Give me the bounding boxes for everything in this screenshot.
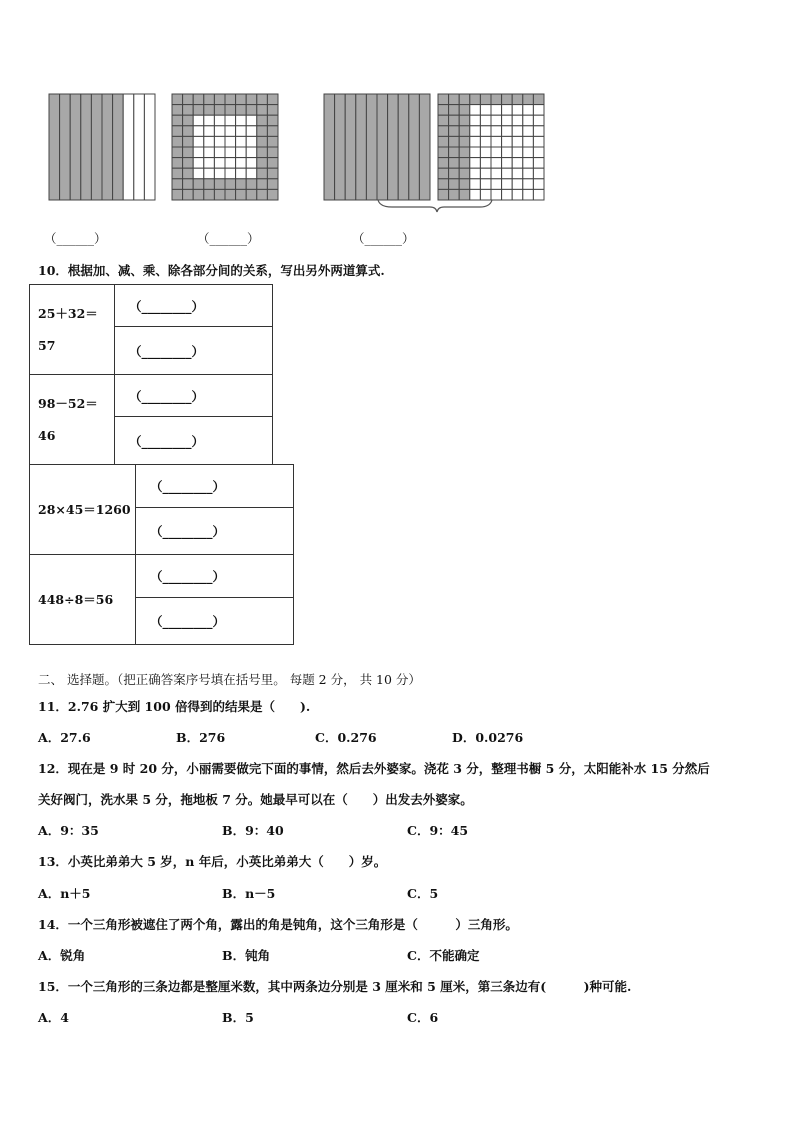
grid-cell [512, 105, 523, 116]
grid-cell [512, 147, 523, 158]
grid-cell [193, 136, 204, 147]
strip-cell [49, 94, 60, 200]
grid-cell [257, 179, 268, 190]
grid-cell [523, 168, 534, 179]
q10-row3-blank2[interactable]: （________） [136, 508, 294, 555]
grid-cell [449, 136, 460, 147]
q12-option-a[interactable]: A．9：35 [38, 823, 99, 838]
q15-option-c[interactable]: C．6 [407, 1010, 439, 1025]
grid-cell [214, 136, 225, 147]
grid-cell [480, 168, 491, 179]
grid-cell [246, 147, 257, 158]
grid-cell [502, 105, 513, 116]
q15-option-a[interactable]: A．4 [38, 1010, 69, 1025]
grid-cell [470, 94, 481, 105]
grid-cell [502, 147, 513, 158]
grid-cell [172, 158, 183, 169]
grid-cell [523, 105, 534, 116]
grid-cell [183, 189, 194, 200]
grid-cell [246, 94, 257, 105]
grid-cell [236, 105, 247, 116]
grid-cell [214, 168, 225, 179]
grid-cell [225, 168, 236, 179]
grid-cell [523, 147, 534, 158]
grid-cell [438, 158, 449, 169]
grid-cell [172, 126, 183, 137]
strip-figure-1 [49, 94, 155, 200]
grid-cell [470, 179, 481, 190]
grid-cell [480, 126, 491, 137]
grid-cell [183, 168, 194, 179]
grid-cell [459, 94, 470, 105]
grid-cell [512, 168, 523, 179]
strip-cell [70, 94, 81, 200]
grid-cell [491, 147, 502, 158]
grid-cell [491, 136, 502, 147]
strip-cell [409, 94, 420, 200]
grid-cell [257, 189, 268, 200]
q12-text-line2: 关好阀门，洗水果 5 分，拖地板 7 分。她最早可以在（ ）出发去外婆家。 [38, 792, 473, 807]
grid-cell [214, 115, 225, 126]
grid-cell [204, 158, 215, 169]
grid-cell [512, 136, 523, 147]
grid-cell [267, 94, 278, 105]
grid-cell [236, 189, 247, 200]
grid-cell [236, 115, 247, 126]
grid-cell [533, 136, 544, 147]
grid-cell [204, 189, 215, 200]
grid-cell [225, 136, 236, 147]
grid-cell [214, 94, 225, 105]
grid-cell [502, 126, 513, 137]
grid-cell [193, 126, 204, 137]
grid-cell [214, 105, 225, 116]
grid-cell [470, 115, 481, 126]
grid-cell [246, 179, 257, 190]
grid-cell [183, 147, 194, 158]
grid-cell [225, 105, 236, 116]
q14-text: 14．一个三角形被遮住了两个角，露出的角是钝角，这个三角形是（ ）三角形。 [38, 917, 518, 932]
q15-option-b[interactable]: B．5 [222, 1010, 254, 1025]
grid-cell [502, 158, 513, 169]
grid-cell [172, 105, 183, 116]
q15-text: 15．一个三角形的三条边都是整厘米数，其中两条边分别是 3 厘米和 5 厘米，第三条边有( )种可能. [38, 979, 632, 994]
grid-cell [204, 115, 215, 126]
grid-cell [172, 147, 183, 158]
grid-cell [246, 115, 257, 126]
figure-2-blank[interactable]: （______） [197, 231, 260, 246]
grid-cell [246, 189, 257, 200]
grid-cell [449, 126, 460, 137]
grid-cell [438, 94, 449, 105]
grid-figure-2 [172, 94, 278, 200]
grid-cell [214, 189, 225, 200]
grid-cell [459, 136, 470, 147]
q11-text: 11．2.76 扩大到 100 倍得到的结果是（ ). [38, 699, 311, 714]
strip-cell [366, 94, 377, 200]
grid-cell [438, 126, 449, 137]
q10-row4-equation: 448÷8＝56 [30, 555, 136, 645]
grid-cell [267, 158, 278, 169]
grid-cell [172, 168, 183, 179]
grid-cell [533, 115, 544, 126]
grid-cell [480, 136, 491, 147]
grid-cell [438, 147, 449, 158]
grid-cell [470, 136, 481, 147]
grid-cell [204, 94, 215, 105]
grid-cell [257, 105, 268, 116]
grid-cell [204, 168, 215, 179]
grid-cell [533, 168, 544, 179]
grid-cell [183, 94, 194, 105]
q11-option-c[interactable]: C．0.276 [315, 730, 377, 745]
grid-cell [438, 115, 449, 126]
grid-cell [225, 126, 236, 137]
grid-cell [267, 179, 278, 190]
grid-cell [257, 158, 268, 169]
grid-cell [470, 126, 481, 137]
q10-table-top [29, 284, 273, 465]
grid-cell [267, 126, 278, 137]
q13-option-c[interactable]: C．5 [407, 886, 439, 901]
q12-text-line1: 12．现在是 9 时 20 分，小丽需要做完下面的事情，然后去外婆家。浇花 3 分，整理书橱 5 分，太阳能补水 15 分然后 [38, 761, 710, 776]
grid-cell [470, 105, 481, 116]
grid-cell [172, 94, 183, 105]
grid-cell [236, 136, 247, 147]
grid-cell [533, 179, 544, 190]
grid-cell [257, 147, 268, 158]
figure-3-blank[interactable]: （______） [352, 231, 415, 246]
grid-cell [502, 179, 513, 190]
grid-cell [225, 158, 236, 169]
grid-cell [480, 147, 491, 158]
grid-cell [523, 115, 534, 126]
grid-cell [214, 179, 225, 190]
grid-cell [480, 189, 491, 200]
grid-cell [438, 179, 449, 190]
grid-cell [533, 105, 544, 116]
grid-cell [257, 168, 268, 179]
grid-cell [267, 168, 278, 179]
grid-cell [438, 105, 449, 116]
grid-cell [267, 105, 278, 116]
grid-cell [459, 115, 470, 126]
grid-cell [512, 126, 523, 137]
grid-cell [480, 158, 491, 169]
grid-cell [533, 189, 544, 200]
grid-cell [204, 126, 215, 137]
grid-cell [257, 94, 268, 105]
q13-text: 13．小英比弟弟大 5 岁，n 年后，小英比弟弟大（ ）岁。 [38, 854, 387, 869]
grid-cell [193, 147, 204, 158]
grid-cell [459, 158, 470, 169]
grid-cell [502, 168, 513, 179]
grid-cell [225, 115, 236, 126]
grid-cell [204, 136, 215, 147]
q14-option-b[interactable]: B．钝角 [222, 948, 271, 963]
grid-cell [459, 189, 470, 200]
grid-cell [438, 136, 449, 147]
grid-cell [214, 158, 225, 169]
strip-cell [324, 94, 335, 200]
grid-cell [523, 158, 534, 169]
grid-cell [183, 136, 194, 147]
grid-cell [225, 179, 236, 190]
q10-row4-blank1[interactable]: （________） [136, 555, 294, 598]
grid-cell [523, 136, 534, 147]
section2-heading: 二、 选择题。（把正确答案序号填在括号里。 每题 2 分， 共 10 分） [38, 672, 421, 687]
grid-cell [246, 168, 257, 179]
grid-cell [480, 115, 491, 126]
grid-cell [459, 147, 470, 158]
grid-cell [512, 158, 523, 169]
grid-cell [172, 189, 183, 200]
grid-cell [533, 126, 544, 137]
strip-cell [91, 94, 102, 200]
grid-cell [193, 105, 204, 116]
figure-1-blank[interactable]: （______） [44, 231, 107, 246]
strip-cell [134, 94, 145, 200]
grid-cell [246, 136, 257, 147]
q10-row3-blank1[interactable]: （________） [136, 465, 294, 508]
grid-cell [512, 115, 523, 126]
grid-cell [470, 189, 481, 200]
strip-cell [356, 94, 367, 200]
strip-cell [388, 94, 399, 200]
grid-cell [470, 147, 481, 158]
grid-cell [533, 94, 544, 105]
q10-row1-equation: 25＋32＝ 57 [30, 285, 115, 375]
grid-cell [183, 179, 194, 190]
grid-cell [193, 158, 204, 169]
grid-cell [246, 126, 257, 137]
grid-cell [523, 94, 534, 105]
grid-cell [523, 179, 534, 190]
q10-row4-blank2[interactable]: （________） [136, 598, 294, 645]
figure-row [0, 0, 794, 230]
grid-cell [480, 94, 491, 105]
grid-cell [533, 158, 544, 169]
q10-row2-blank1[interactable]: （________） [115, 375, 273, 417]
grid-cell [267, 189, 278, 200]
grid-cell [225, 94, 236, 105]
q13-option-b[interactable]: B．n－5 [222, 886, 276, 901]
grid-cell [491, 168, 502, 179]
q10-row2-blank2[interactable]: （________） [115, 417, 273, 465]
grid-cell [523, 189, 534, 200]
grid-cell [246, 105, 257, 116]
q11-option-a[interactable]: A．27.6 [38, 730, 91, 745]
grid-cell [225, 189, 236, 200]
grid-cell [449, 168, 460, 179]
grid-cell [502, 94, 513, 105]
grid-cell [491, 115, 502, 126]
grid-cell [193, 168, 204, 179]
q12-option-b[interactable]: B．9：40 [222, 823, 284, 838]
grid-cell [193, 179, 204, 190]
strip-cell [335, 94, 346, 200]
grid-cell [236, 147, 247, 158]
grid-cell [459, 126, 470, 137]
grid-cell [491, 105, 502, 116]
grid-cell [267, 115, 278, 126]
grid-cell [236, 126, 247, 137]
grid-cell [183, 158, 194, 169]
q10-table-bottom [29, 464, 294, 645]
grid-cell [480, 105, 491, 116]
grid-cell [491, 126, 502, 137]
grid-cell [502, 115, 513, 126]
q10-row1-blank2[interactable]: （________） [115, 327, 273, 375]
grid-cell [449, 94, 460, 105]
q14-option-c[interactable]: C．不能确定 [407, 948, 480, 963]
grid-cell [491, 179, 502, 190]
grid-cell [236, 94, 247, 105]
q10-title: 10．根据加、减、乘、除各部分间的关系，写出另外两道算式. [38, 263, 385, 278]
grid-cell [257, 115, 268, 126]
grid-cell [438, 168, 449, 179]
grid-cell [236, 158, 247, 169]
grid-cell [246, 158, 257, 169]
grid-cell [449, 147, 460, 158]
grid-cell [214, 147, 225, 158]
grid-cell [449, 189, 460, 200]
grid-cell [236, 179, 247, 190]
grid-cell [449, 179, 460, 190]
grid-cell [204, 179, 215, 190]
grid-cell [193, 94, 204, 105]
grid-cell [512, 94, 523, 105]
grid-cell [480, 179, 491, 190]
strip-cell [113, 94, 124, 200]
grid-cell [172, 179, 183, 190]
brace-mark [378, 200, 492, 212]
q12-option-c[interactable]: C．9：45 [407, 823, 469, 838]
strip-cell [123, 94, 134, 200]
grid-cell [533, 147, 544, 158]
q10-row3-equation: 28×45＝1260 [30, 465, 136, 555]
grid-cell [449, 158, 460, 169]
strip-figure-3 [324, 94, 430, 200]
grid-cell [470, 168, 481, 179]
grid-cell [204, 147, 215, 158]
q11-option-b[interactable]: B．276 [176, 730, 226, 745]
strip-cell [345, 94, 356, 200]
grid-cell [214, 126, 225, 137]
grid-cell [470, 158, 481, 169]
grid-cell [502, 189, 513, 200]
grid-cell [449, 115, 460, 126]
grid-cell [193, 115, 204, 126]
strip-cell [398, 94, 409, 200]
grid-cell [449, 105, 460, 116]
grid-cell [204, 105, 215, 116]
grid-cell [183, 126, 194, 137]
strip-cell [102, 94, 113, 200]
grid-figure-3 [438, 94, 544, 200]
grid-cell [172, 115, 183, 126]
grid-cell [459, 179, 470, 190]
strip-cell [81, 94, 92, 200]
strip-cell [419, 94, 430, 200]
grid-cell [491, 158, 502, 169]
grid-cell [183, 105, 194, 116]
grid-cell [257, 126, 268, 137]
grid-cell [236, 168, 247, 179]
q14-option-a[interactable]: A．锐角 [38, 948, 86, 963]
grid-cell [491, 189, 502, 200]
grid-cell [193, 189, 204, 200]
grid-cell [257, 136, 268, 147]
grid-cell [491, 94, 502, 105]
grid-cell [512, 189, 523, 200]
q10-row2-equation: 98－52＝ 46 [30, 375, 115, 465]
grid-cell [459, 105, 470, 116]
strip-cell [60, 94, 71, 200]
grid-cell [502, 136, 513, 147]
grid-cell [523, 126, 534, 137]
strip-cell [377, 94, 388, 200]
grid-cell [267, 136, 278, 147]
strip-cell [144, 94, 155, 200]
q11-option-d[interactable]: D．0.0276 [452, 730, 524, 745]
grid-cell [267, 147, 278, 158]
q10-row1-blank1[interactable]: （________） [115, 285, 273, 327]
grid-cell [459, 168, 470, 179]
grid-cell [172, 136, 183, 147]
grid-cell [512, 179, 523, 190]
q13-option-a[interactable]: A．n＋5 [38, 886, 91, 901]
grid-cell [225, 147, 236, 158]
grid-cell [438, 189, 449, 200]
grid-cell [183, 115, 194, 126]
